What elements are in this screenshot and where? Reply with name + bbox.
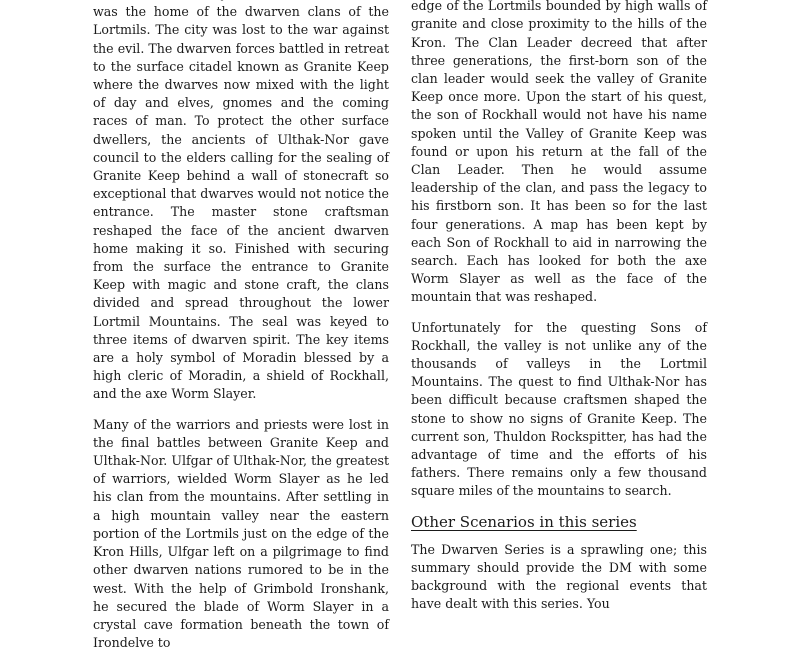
section-heading: Other Scenarios in this series [411,512,637,531]
left-paragraph-2: Many of the warriors and priests were lost in the final battles between Granite Keep and Ulthak-Nor. Ulfgar of Ulthak-Nor, the greatest of warriors, wielded Worm Slayer as he led his clan from the mountains. After settling in a high mountain valley near the eastern portion of the Lortmils just on the edge of the Kron Hills, Ulfgar left on a pilgrimage to find other dwarven nations rumored to be in the west. With the help of Grimbold Ironshank, he secured the blade of Worm Slayer in a crystal cave formation beneath the town of Irondelve to [93,416,389,651]
left-column [93,0,389,664]
right-paragraph-continued: edge of the Lortmils bounded by high walls of granite and close proximity to the hills of the Kron. The Clan Leader decreed that after three generations, the first-born son of the clan leader would seek the valley of Granite Keep once more. Upon the start of his quest, the son of Rockhall would not have his name spoken until the Valley of Granite Keep was found or upon his return at the fall of the Clan Leader. Then he would assume leadership of the clan, and pass the legacy to his firstborn son. It has been so for the last four generations. A map has been kept by each Son of Rockhall to aid in narrowing the search. Each has looked for both the axe Worm Slayer as well as the face of the mountain that was reshaped. [411,0,707,305]
right-paragraph-3: The Dwarven Series is a sprawling one; this summary should provide the DM with some background with the regional events that have dealt with this series. You [411,541,707,612]
right-column [411,0,707,626]
right-paragraph-2: Unfortunately for the questing Sons of Rockhall, the valley is not unlike any of the thousands of valleys in the Lortmil Mountains. The quest to find Ulthak-Nor has been difficult because craftsmen shaped the stone to show no signs of Granite Keep. The current son, Thuldon Rockspitter, has had the advantage of time and the efforts of his fathers. There remains only a few thousand square miles of the mountains to search. [411,319,707,499]
left-paragraph-1: was the home of the dwarven clans of the Lortmils. The city was lost to the war against the evil. The dwarven forces battled in retreat to the surface citadel known as Granite Keep where the dwarves now mixed with the light of day and elves, gnomes and the coming races of man. To protect the other surface dwellers, the ancients of Ulthak-Nor gave council to the elders calling for the sealing of Granite Keep behind a wall of stonecraft so exceptional that dwarves would not notice the entrance. The master stone craftsman reshaped the face of the ancient dwarven home making it so. Finished with securing from the surface the entrance to Granite Keep with magic and stone craft, the clans divided and spread throughout the lower Lortmil Mountains. The seal was keyed to three items of dwarven spirit. The key items are a holy symbol of Moradin blessed by a high cleric of Moradin, a shield of Rockhall, and the axe Worm Slayer. [93,4,389,402]
